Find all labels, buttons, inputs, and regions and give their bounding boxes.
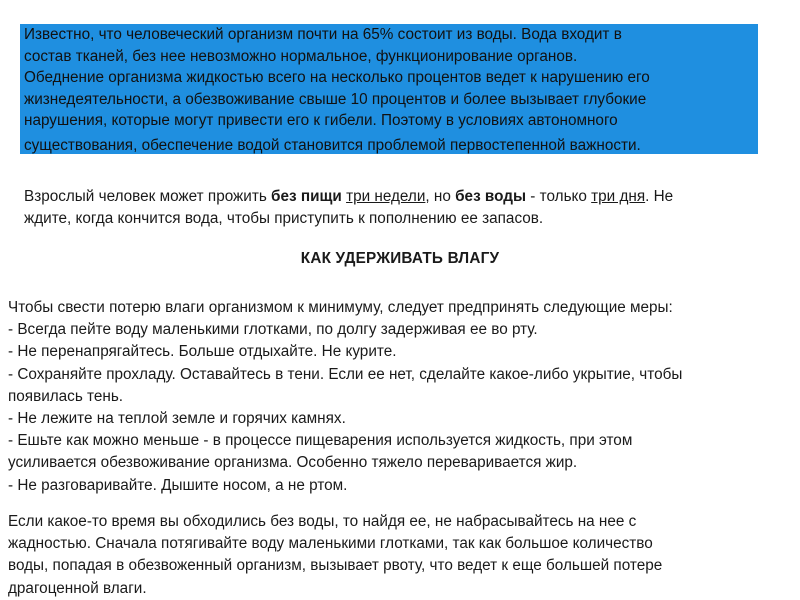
list-item: - Всегда пейте воду маленькими глотками, по долгу задерживая ее во рту. (8, 321, 538, 339)
intro-line: существования, обеспечение водой становится проблемой первостепенной важности. (24, 136, 641, 154)
closing-paragraph (8, 511, 798, 600)
list-item: - Не разговаривайте. Дышите носом, а не ртом. (8, 476, 348, 494)
measures-list (8, 297, 798, 497)
survival-text: , но (425, 188, 456, 205)
survival-three-days: три дня (591, 188, 646, 205)
survival-line-2: ждите, когда кончится вода, чтобы приступить к пополнению ее запасов. (24, 210, 544, 227)
list-item: - Не лежите на теплой земле и горячих камнях. (8, 410, 346, 428)
survival-text: - только (526, 188, 592, 205)
closing-line: Если какое-то время вы обходились без воды, то найдя ее, не набрасывайтесь на нее с (8, 513, 637, 530)
intro-line: Известно, что человеческий организм почти на 65% состоит из воды. Вода входит в (24, 26, 622, 43)
intro-line: жизнедеятельности, а обезвоживание свыше 10 процентов и более вызывает глубокие (24, 90, 647, 108)
survival-line-1 (24, 186, 784, 208)
intro-line: состав тканей, без нее невозможно нормальное, функционирование органов. (24, 47, 578, 65)
survival-no-water: без воды (455, 188, 527, 205)
survival-text: . Не (645, 188, 674, 205)
intro-line: нарушения, которые могут привести его к гибели. Поэтому в условиях автономного (24, 112, 618, 129)
survival-no-food: без пищи (271, 188, 342, 205)
survival-paragraph (24, 186, 784, 230)
list-item: усиливается обезвоживание организма. Особенно тяжело переваривается жир. (8, 454, 578, 472)
intro-paragraph (24, 24, 764, 156)
survival-text: Взрослый человек может прожить (24, 188, 272, 205)
list-item: - Сохраняйте прохладу. Оставайтесь в тени. Если ее нет, сделайте какое-либо укрытие, чтобы (8, 365, 683, 383)
survival-three-weeks: три недели (346, 188, 426, 205)
intro-line: Обеднение организма жидкостью всего на несколько процентов ведет к нарушению его (24, 69, 650, 86)
list-item: - Ешьте как можно меньше - в процессе пищеварения используется жидкость, при этом (8, 432, 633, 450)
measures-intro: Чтобы свести потерю влаги организмом к минимуму, следует предпринять следующие меры: (8, 299, 673, 316)
closing-line: драгоценной влаги. (8, 579, 147, 597)
section-heading: КАК УДЕРЖИВАТЬ ВЛАГУ (300, 250, 500, 267)
closing-line: жадностью. Сначала потягивайте воду маленькими глотками, так как большое количество (8, 535, 653, 553)
closing-line: воды, попадая в обезвоженный организм, вызывает рвоту, что ведет к еще большей потере (8, 557, 663, 575)
list-item: появилась тень. (8, 387, 124, 405)
list-item: - Не перенапрягайтесь. Больше отдыхайте. Не курите. (8, 343, 397, 361)
